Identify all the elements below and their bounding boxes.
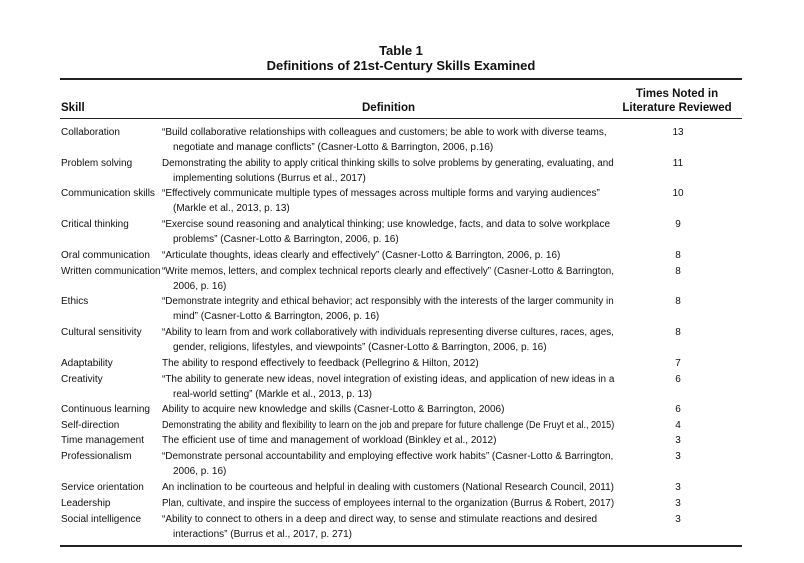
definition-cell: [162, 126, 614, 155]
definition-cell: [162, 403, 614, 418]
definition-line: The ability to respond effectively to feedback (Pellegrino & Hilton, 2012): [162, 358, 479, 369]
header-definition: Definition: [362, 102, 416, 114]
times-noted-cell: 4: [675, 420, 681, 431]
times-noted-cell: 3: [675, 498, 681, 509]
skill-cell: Social intelligence: [61, 514, 142, 525]
header-rule: [60, 118, 742, 119]
definition-cell: [162, 187, 614, 216]
definition-line-continued: problems” (Casner-Lotto & Barrington, 2006, p. 16): [173, 233, 399, 245]
definition-line: Ability to acquire new knowledge and skills (Casner-Lotto & Barrington, 2006): [162, 404, 505, 415]
times-noted-cell: 6: [675, 374, 681, 385]
times-noted-cell: 3: [675, 451, 681, 462]
skill-cell: Creativity: [61, 374, 103, 385]
definition-line-continued: interactions” (Burrus et al., 2017, p. 271): [173, 528, 352, 540]
definition-line: “Write memos, letters, and complex technical reports clearly and effectively” (Casner-Lotto & Barrington,: [162, 266, 615, 277]
definition-cell: [162, 249, 614, 264]
definition-cell: [162, 513, 614, 542]
definition-cell: [162, 357, 614, 372]
times-noted-cell: 8: [675, 250, 681, 261]
skill-cell: Self-direction: [61, 420, 120, 431]
skill-cell: Oral communication: [61, 250, 150, 261]
definition-cell: [162, 481, 614, 496]
definition-line: Plan, cultivate, and inspire the success of employees internal to the organization (Burrus & Robert, 2017): [162, 498, 615, 509]
times-noted-cell: 9: [675, 219, 681, 230]
definition-cell: [162, 295, 614, 324]
definition-line-continued: negotiate and manage conflicts” (Casner-Lotto & Barrington, 2006, p.16): [173, 141, 494, 153]
skill-cell: Time management: [61, 435, 144, 446]
times-noted-cell: 6: [675, 404, 681, 415]
times-noted-cell: 8: [675, 327, 681, 338]
definition-cell: [162, 373, 614, 402]
times-noted-cell: 3: [675, 435, 681, 446]
definition-line-continued: gender, religions, lifestyles, and viewpoints” (Casner-Lotto & Barrington, 2006, p. 16): [173, 341, 547, 353]
definition-line: “Effectively communicate multiple types of messages across multiple forms and varying audiences”: [162, 188, 600, 199]
skill-cell: Written communication: [61, 266, 161, 277]
table-title-block: [60, 43, 742, 74]
header-times-noted: [612, 87, 742, 115]
skill-cell: Cultural sensitivity: [61, 327, 142, 338]
definition-line-continued: implementing solutions (Burrus et al., 2017): [173, 172, 366, 184]
times-noted-cell: 3: [675, 514, 681, 525]
skill-cell: Continuous learning: [61, 404, 150, 415]
definition-line-continued: 2006, p. 16): [173, 465, 227, 477]
definition-line: Demonstrating the ability to apply critical thinking skills to solve problems by generating, evaluating, and: [162, 158, 614, 169]
skill-cell: Leadership: [61, 498, 111, 509]
skill-cell: Collaboration: [61, 127, 120, 138]
definition-cell: [162, 434, 614, 449]
definition-line: “Articulate thoughts, ideas clearly and effectively” (Casner-Lotto & Barrington, 2006, p. 16): [162, 250, 561, 261]
definition-line: An inclination to be courteous and helpful in dealing with customers (National Research Council, 2011): [162, 482, 614, 493]
definition-line: “Ability to connect to others in a deep and direct way, to sense and stimulate reactions and desired: [162, 514, 598, 525]
definition-cell: [162, 265, 614, 294]
definition-cell: [162, 419, 614, 434]
times-noted-cell: 13: [672, 127, 684, 138]
definition-line: “Exercise sound reasoning and analytical thinking; use knowledge, facts, and data to solve workplace: [162, 219, 611, 230]
definition-cell: [162, 497, 614, 512]
skill-cell: Service orientation: [61, 482, 144, 493]
times-noted-cell: 8: [675, 266, 681, 277]
header-times-line2: Literature Reviewed: [622, 102, 732, 114]
definition-line: “Ability to learn from and work collaboratively with individuals representing diverse cultures, races, ages,: [162, 327, 614, 338]
definition-cell: [162, 450, 614, 479]
skill-cell: Problem solving: [61, 158, 133, 169]
skill-cell: Ethics: [61, 296, 89, 307]
header-skill: Skill: [61, 102, 85, 114]
definition-line: “Demonstrate personal accountability and employing effective work habits” (Casner-Lotto & Barrington,: [162, 451, 614, 462]
definition-line: “Build collaborative relationships with colleagues and customers; be able to work with diverse teams,: [162, 127, 607, 138]
times-noted-cell: 7: [675, 358, 681, 369]
definition-line-continued: (Markle et al., 2013, p. 13): [173, 202, 290, 214]
times-noted-cell: 3: [675, 482, 681, 493]
top-rule: [60, 78, 742, 80]
header-times-line1: Times Noted in: [635, 88, 719, 100]
times-noted-cell: 8: [675, 296, 681, 307]
definition-line: “The ability to generate new ideas, novel integration of existing ideas, and application of new ideas in a: [162, 374, 615, 385]
skill-cell: Communication skills: [61, 188, 155, 199]
times-noted-cell: 11: [672, 158, 684, 169]
definition-line: “Demonstrate integrity and ethical behavior; act responsibly with the interests of the larger community in: [162, 296, 614, 307]
definition-cell: [162, 218, 614, 247]
definition-line-continued: 2006, p. 16): [173, 280, 227, 292]
table-title: Definitions of 21st-Century Skills Examined: [266, 58, 536, 73]
definition-cell: [162, 157, 614, 186]
bottom-rule: [60, 545, 742, 547]
skill-cell: Critical thinking: [61, 219, 129, 230]
table-number: Table 1: [379, 43, 423, 58]
definition-line-continued: mind” (Casner-Lotto & Barrington, 2006, p. 16): [173, 310, 380, 322]
definition-cell: [162, 326, 614, 355]
times-noted-cell: 10: [672, 188, 684, 199]
skill-cell: Professionalism: [61, 451, 132, 462]
definition-line: Demonstrating the ability and flexibility to learn on the job and prepare for future challenge (De Fruyt et al., 2015): [162, 420, 615, 431]
skill-cell: Adaptability: [61, 358, 113, 369]
definition-line: The efficient use of time and management of workload (Binkley et al., 2012): [162, 435, 497, 446]
definition-line-continued: real-world setting” (Markle et al., 2013, p. 13): [173, 388, 372, 400]
